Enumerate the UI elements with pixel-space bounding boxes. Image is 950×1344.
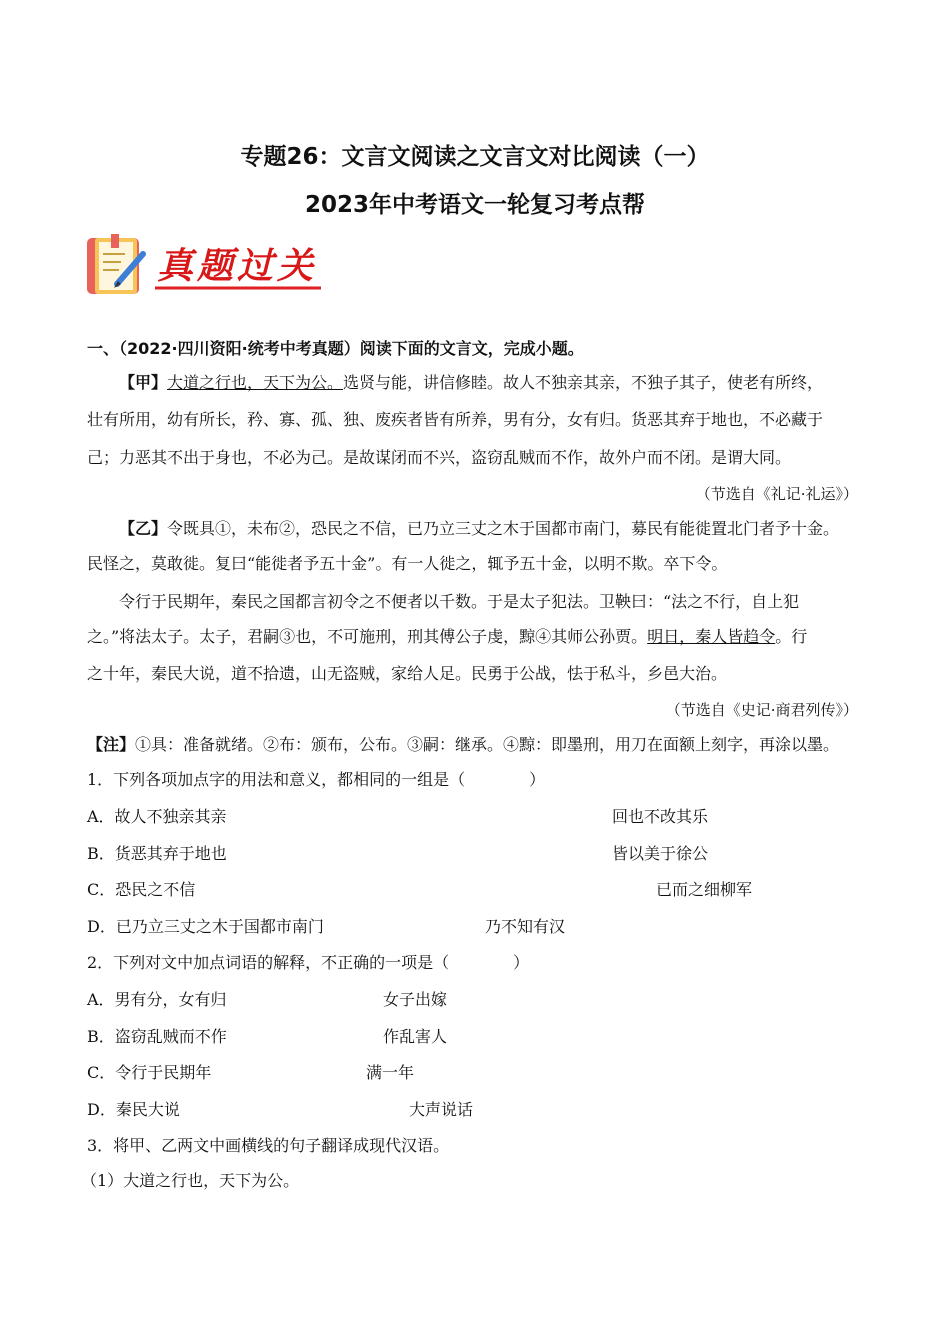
passage-a-tag: 【甲】 xyxy=(119,373,168,392)
q1-option-a-compare: 回也不改其乐 xyxy=(612,807,709,826)
passage-a-line-3: 己；力恶其不出于身也，不必为己。是故谋闭而不兴，盗窃乱贼而不作，故外户而不闭。是谓大同。 xyxy=(87,448,792,467)
q2-option-d: D．秦民大说 xyxy=(87,1100,180,1119)
passage-a-line-1 xyxy=(119,372,823,394)
q1-option-d: D．已乃立三丈之木于国都市南门 xyxy=(87,917,324,936)
passage-b-tag: 【乙】 xyxy=(119,519,168,538)
q2-option-d-explanation: 大声说话 xyxy=(409,1100,474,1119)
q2-option-a-explanation: 女子出嫁 xyxy=(383,990,448,1009)
passage-b-line-5: 之十年，秦民大说，道不拾遗，山无盗贼，家给人足。民勇于公战，怯于私斗，乡邑大治。 xyxy=(87,664,728,683)
question-3-sub-1: （1）大道之行也，天下为公。 xyxy=(81,1171,300,1190)
passage-a-text: 选贤与能，讲信修睦。故人不独亲其亲，不独子其子，使老有所终， xyxy=(343,373,824,392)
passage-b-text-4b: 。行 xyxy=(775,627,808,646)
passage-b-line-3: 令行于民期年，秦民之国都言初令之不便者以千数。于是太子犯法。卫鞅曰：“法之不行，自上犯 xyxy=(119,592,800,611)
passage-b-line-1 xyxy=(119,518,839,540)
passage-a-source: （节选自《礼记·礼运》） xyxy=(695,485,858,503)
q1-option-d-compare: 乃不知有汉 xyxy=(485,917,566,936)
q1-option-a: A．故人不独亲其亲 xyxy=(87,807,227,826)
section-badge xyxy=(85,232,330,298)
passage-a-line-2: 壮有所用，幼有所长，矜、寡、孤、独、废疾者皆有所养，男有分，女有归。货恶其弃于地也，不必藏于 xyxy=(87,410,824,429)
passage-b-source: （节选自《史记·商君列传》） xyxy=(665,701,858,719)
document-subtitle: 2023年中考语文一轮复习考点帮 xyxy=(304,192,645,218)
q1-option-c-compare: 已而之细柳军 xyxy=(656,880,753,899)
passage-b-line-2: 民怪之，莫敢徙。复曰“能徙者予五十金”。有一人徙之，辄予五十金，以明不欺。卒下令。 xyxy=(87,554,728,573)
question-2-stem: 2．下列对文中加点词语的解释，不正确的一项是（ ） xyxy=(87,953,530,972)
q1-option-b-compare: 皆以美于徐公 xyxy=(612,844,709,863)
passage-b-text-4a: 之。”将法太子。太子，君嗣③也，不可施刑，刑其傅公子虔，黥④其师公孙贾。 xyxy=(87,627,648,646)
note xyxy=(87,734,839,756)
q2-option-c-explanation: 满一年 xyxy=(366,1063,415,1082)
q2-option-c: C．令行于民期年 xyxy=(87,1063,212,1082)
q1-option-c: C．恐民之不信 xyxy=(87,880,196,899)
question-3-stem: 3．将甲、乙两文中画横线的句子翻译成现代汉语。 xyxy=(87,1136,450,1155)
note-text: ①具：准备就绪。②布：颁布，公布。③嗣：继承。④黥：即墨刑，用刀在面额上刻字，再涂以墨。 xyxy=(135,735,840,754)
q2-option-b: B．盗窃乱贼而不作 xyxy=(87,1027,227,1046)
note-tag: 【注】 xyxy=(87,735,136,754)
badge-text: 真题过关 xyxy=(157,246,318,287)
passage-b-underlined: 明日，秦人皆趋令 xyxy=(647,627,776,646)
document-title: 专题26：文言文阅读之文言文对比阅读（一） xyxy=(240,144,710,170)
q2-option-b-explanation: 作乱害人 xyxy=(383,1027,448,1046)
passage-b-line-4 xyxy=(87,626,807,648)
section-heading: 一、（2022·四川资阳·统考中考真题）阅读下面的文言文，完成小题。 xyxy=(87,339,584,358)
question-1-stem: 1．下列各项加点字的用法和意义，都相同的一组是（ ） xyxy=(87,770,546,789)
q2-option-a: A．男有分，女有归 xyxy=(87,990,227,1009)
q1-option-b: B．货恶其弃于地也 xyxy=(87,844,227,863)
passage-a-underlined: 大道之行也，天下为公。 xyxy=(167,373,344,392)
passage-b-text: 令既具①，未布②，恐民之不信，已乃立三丈之木于国都市南门，募民有能徙置北门者予十金。 xyxy=(167,519,840,538)
